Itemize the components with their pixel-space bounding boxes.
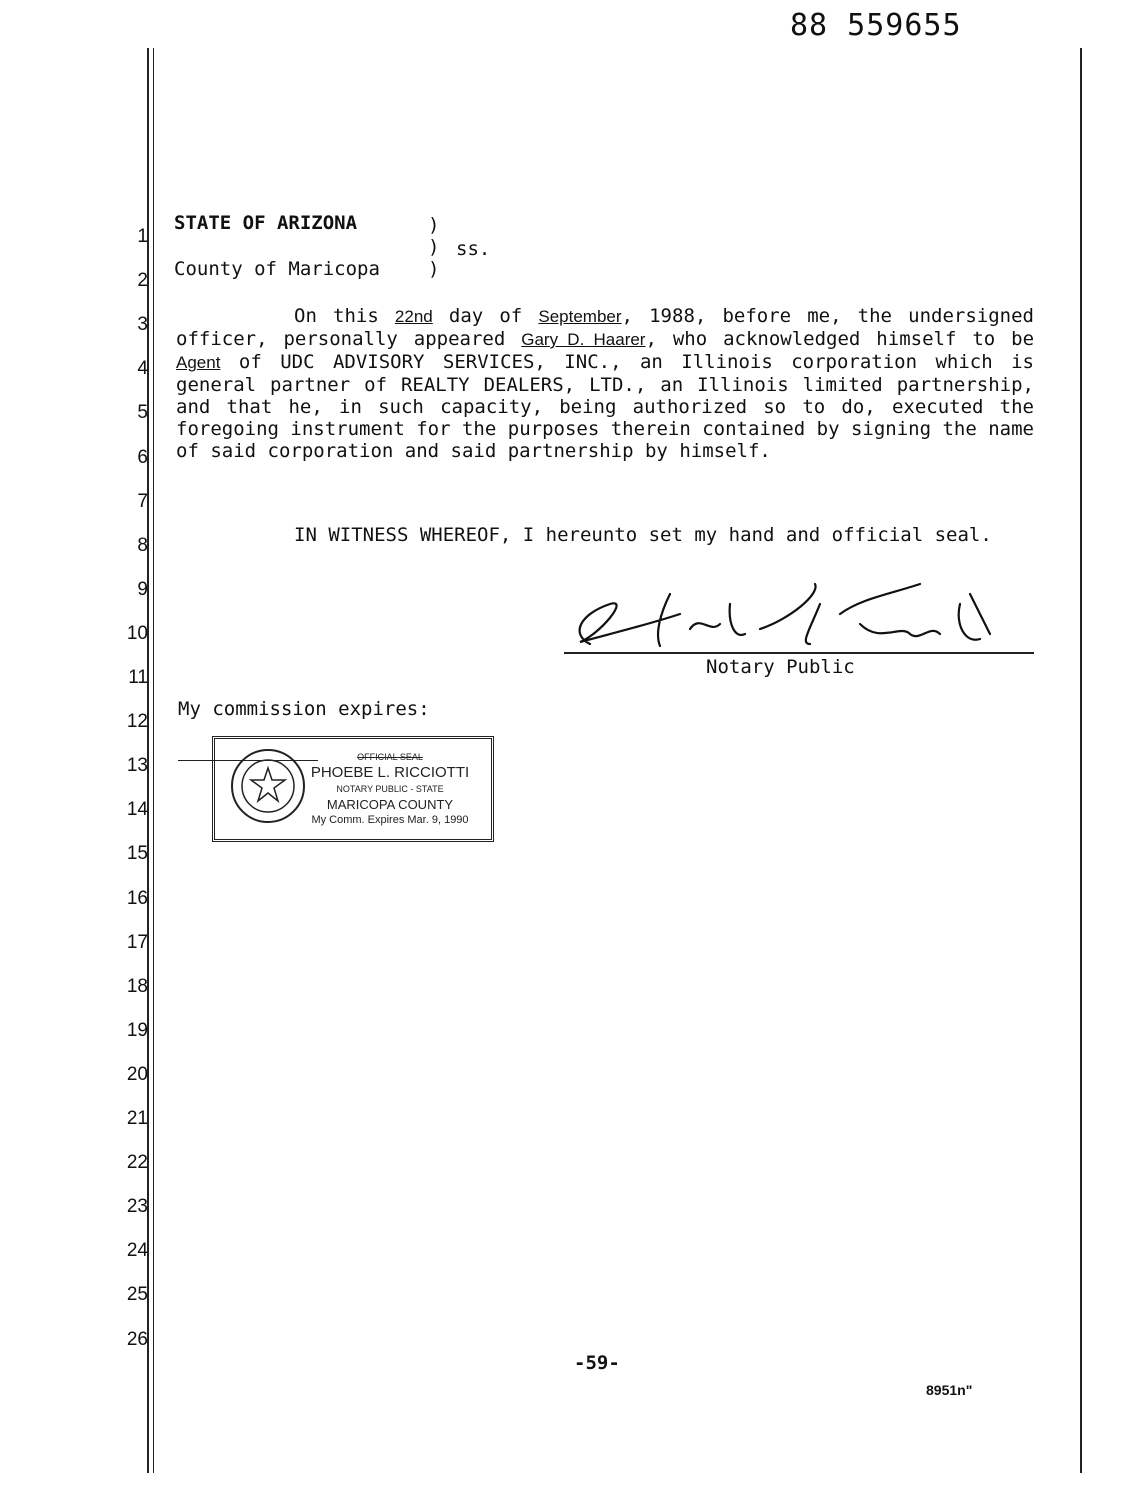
line-number: 9 <box>137 578 148 600</box>
ack-text-4: , who acknowledged himself to be <box>645 328 1035 350</box>
ack-title: Agent <box>176 353 221 372</box>
line-number: 21 <box>126 1108 148 1129</box>
line-number: 25 <box>126 1284 148 1306</box>
line-number: 12 <box>126 711 148 733</box>
ack-text-2: day of <box>448 305 523 327</box>
ack-text-1: On this <box>294 305 379 327</box>
line-number: 17 <box>126 931 148 953</box>
notary-signature <box>560 574 1010 658</box>
line-number: 7 <box>137 490 148 512</box>
ack-name: Gary D. Haarer <box>521 330 646 349</box>
stamp-line-2: NOTARY PUBLIC - STATE <box>336 784 444 794</box>
stamp-notary-name: PHOEBE L. RICCIOTTI <box>310 764 470 781</box>
page-number: -59- <box>574 1352 620 1374</box>
document-code: 8951n" <box>926 1382 973 1398</box>
notary-public-label: Notary Public <box>706 656 855 678</box>
acknowledgment-paragraph <box>176 305 1034 462</box>
line-number: 15 <box>126 843 148 865</box>
right-margin-rule <box>1080 48 1082 1473</box>
line-number: 20 <box>126 1063 148 1085</box>
line-number: 1 <box>137 226 148 247</box>
record-number: 88 559655 <box>790 8 962 43</box>
venue-county: County of Maricopa <box>174 258 380 280</box>
line-number: 22 <box>126 1152 148 1174</box>
line-number: 19 <box>126 1019 148 1041</box>
line-number: 10 <box>126 622 148 644</box>
line-number: 26 <box>126 1328 148 1350</box>
left-margin-rule-inner <box>153 48 154 1473</box>
venue-ss: ss. <box>456 238 491 260</box>
line-number: 6 <box>137 446 148 468</box>
witness-paragraph: IN WITNESS WHEREOF, I hereunto set my hand and official seal. <box>294 524 992 546</box>
ack-day: 22nd <box>394 307 433 326</box>
ack-text-3: , 1988, before me, the undersigned officer, personally appeared <box>176 305 1034 350</box>
signature-line <box>564 652 1034 654</box>
line-number: 2 <box>137 270 148 292</box>
line-number: 13 <box>126 755 148 777</box>
venue-paren-3: ) <box>428 258 440 280</box>
commission-label: My commission expires: <box>178 698 430 720</box>
line-number: 8 <box>137 534 148 556</box>
venue-paren-2: ) <box>428 236 440 258</box>
stamp-expires: My Comm. Expires Mar. 9, 1990 <box>311 814 469 826</box>
line-number: 3 <box>137 314 148 336</box>
stamp-county: MARICOPA COUNTY <box>326 797 454 812</box>
ack-text-5: of UDC ADVISORY SERVICES, INC., an Illinois corporation which is general partner of REALTY DEALERS, LTD., an Illinois limited partnership, and that he, in such capacity, being authorized so to do, executed the foregoing instrument for the purposes therein contained by signing the name of said corporation and said partnership by himself. <box>176 351 1034 462</box>
line-number: 24 <box>126 1240 148 1262</box>
ack-month: September <box>538 307 622 326</box>
line-number: 16 <box>126 887 148 909</box>
stamp-heading: OFFICIAL SEAL <box>357 752 423 762</box>
line-number: 5 <box>137 402 148 424</box>
line-number: 11 <box>128 667 148 688</box>
venue-paren-1: ) <box>428 214 440 236</box>
venue-state: STATE OF ARIZONA <box>174 212 358 234</box>
line-number: 4 <box>137 358 148 380</box>
line-number: 14 <box>126 799 148 821</box>
line-number: 23 <box>126 1196 148 1218</box>
line-number: 18 <box>126 975 148 997</box>
